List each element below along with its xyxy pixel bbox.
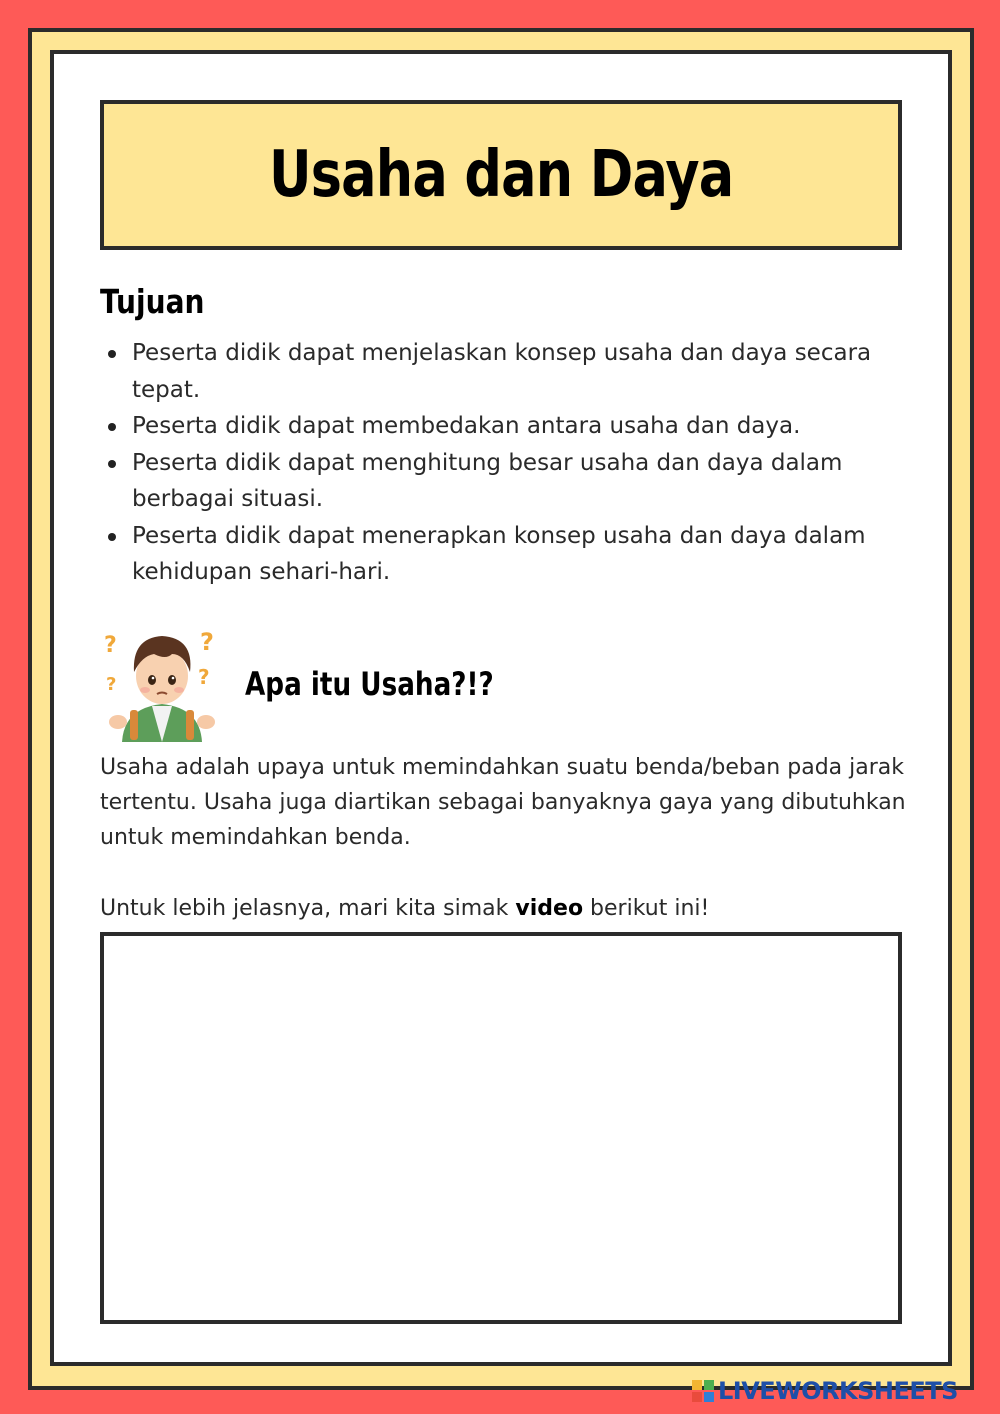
video-intro	[100, 891, 910, 926]
svg-text:?: ?	[104, 633, 117, 658]
video-placeholder[interactable]	[100, 932, 902, 1324]
goal-item: Peserta didik dapat menjelaskan konsep usaha dan daya secara tepat.	[132, 335, 932, 408]
goal-item: Peserta didik dapat menerapkan konsep usaha dan daya dalam kehidupan sehari-hari.	[132, 518, 932, 591]
svg-text:?: ?	[198, 665, 210, 689]
watermark	[692, 1376, 958, 1406]
confused-boy-icon	[100, 624, 224, 742]
goal-item: Peserta didik dapat membedakan antara usaha dan daya.	[132, 408, 932, 445]
goals-list	[100, 335, 932, 591]
svg-text:?: ?	[200, 628, 214, 656]
svg-text:?: ?	[106, 674, 117, 695]
video-intro-text: Untuk lebih jelasnya, mari kita simak	[100, 896, 516, 921]
work-heading: Apa itu Usaha?!?	[245, 665, 494, 703]
video-intro-end: berikut ini!	[583, 896, 710, 921]
work-description: Usaha adalah upaya untuk memindahkan suatu benda/beban pada jarak tertentu. Usaha juga diartikan sebagai banyaknya gaya yang dibutuhkan untuk memindahkan benda.	[100, 755, 906, 850]
video-intro-bold: video	[515, 896, 584, 921]
watermark-text: LIVEWORKSHEETS	[718, 1377, 958, 1405]
goals-heading: Tujuan	[100, 282, 205, 321]
title-banner	[100, 100, 902, 250]
page-title: Usaha dan Daya	[268, 138, 734, 212]
goal-item: Peserta didik dapat menghitung besar usaha dan daya dalam berbagai situasi.	[132, 445, 932, 518]
liveworksheets-logo-icon	[692, 1380, 714, 1402]
